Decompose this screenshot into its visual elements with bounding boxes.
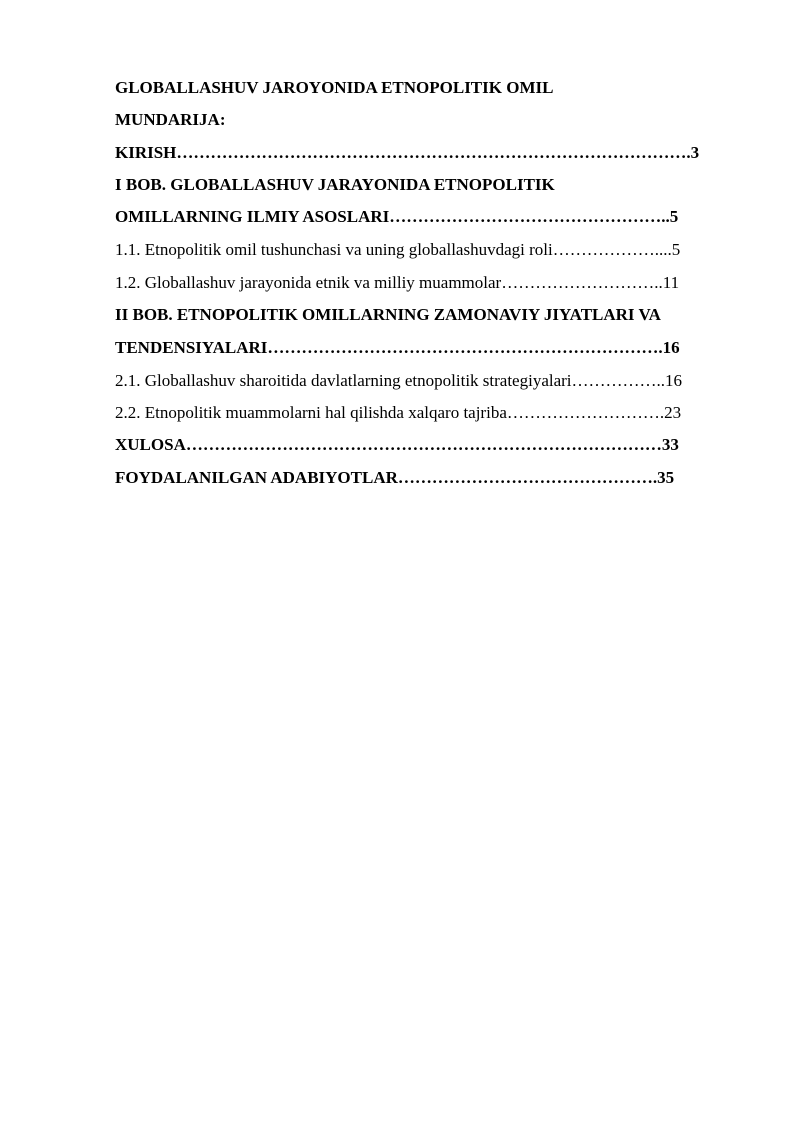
- toc-heading: MUNDARIJA:: [115, 110, 226, 129]
- document-title: GLOBALLASHUV JAROYONIDA ETNOPOLITIK OMIL: [115, 78, 554, 97]
- toc-entry-chapter-2-line-1: II BOB. ETNOPOLITIK OMILLARNING ZAMONAVIY JIYATLARI VA: [115, 305, 661, 324]
- toc-entry-bibliography: FOYDALANILGAN ADABIYOTLAR……………………………………….35: [115, 468, 675, 487]
- toc-entry-section-1-2: 1.2. Globallashuv jarayonida etnik va milliy muammolar………………………..11: [115, 273, 680, 292]
- toc-entry-chapter-1-line-2: OMILLARNING ILMIY ASOSLARI…………………………………………..5: [115, 207, 679, 226]
- toc-entry-chapter-2-line-2: TENDENSIYALARI…………………………………………………………….16: [115, 338, 680, 357]
- toc-entry-section-1-1: 1.1. Etnopolitik omil tushunchasi va uning globallashuvdagi roli………………....5: [115, 240, 681, 259]
- toc-entry-kirish: KIRISH……………………………………………………………………………….3: [115, 143, 700, 162]
- toc-entry-chapter-1-line-1: I BOB. GLOBALLASHUV JARAYONIDA ETNOPOLITIK: [115, 175, 555, 194]
- toc-entry-xulosa: XULOSA…………………………………………………………………………33: [115, 435, 679, 454]
- toc-entry-section-2-1: 2.1. Globallashuv sharoitida davlatlarning etnopolitik strategiyalari……………..16: [115, 371, 683, 390]
- toc-entry-section-2-2: 2.2. Etnopolitik muammolarni hal qilishda xalqaro tajriba……………………….23: [115, 403, 682, 422]
